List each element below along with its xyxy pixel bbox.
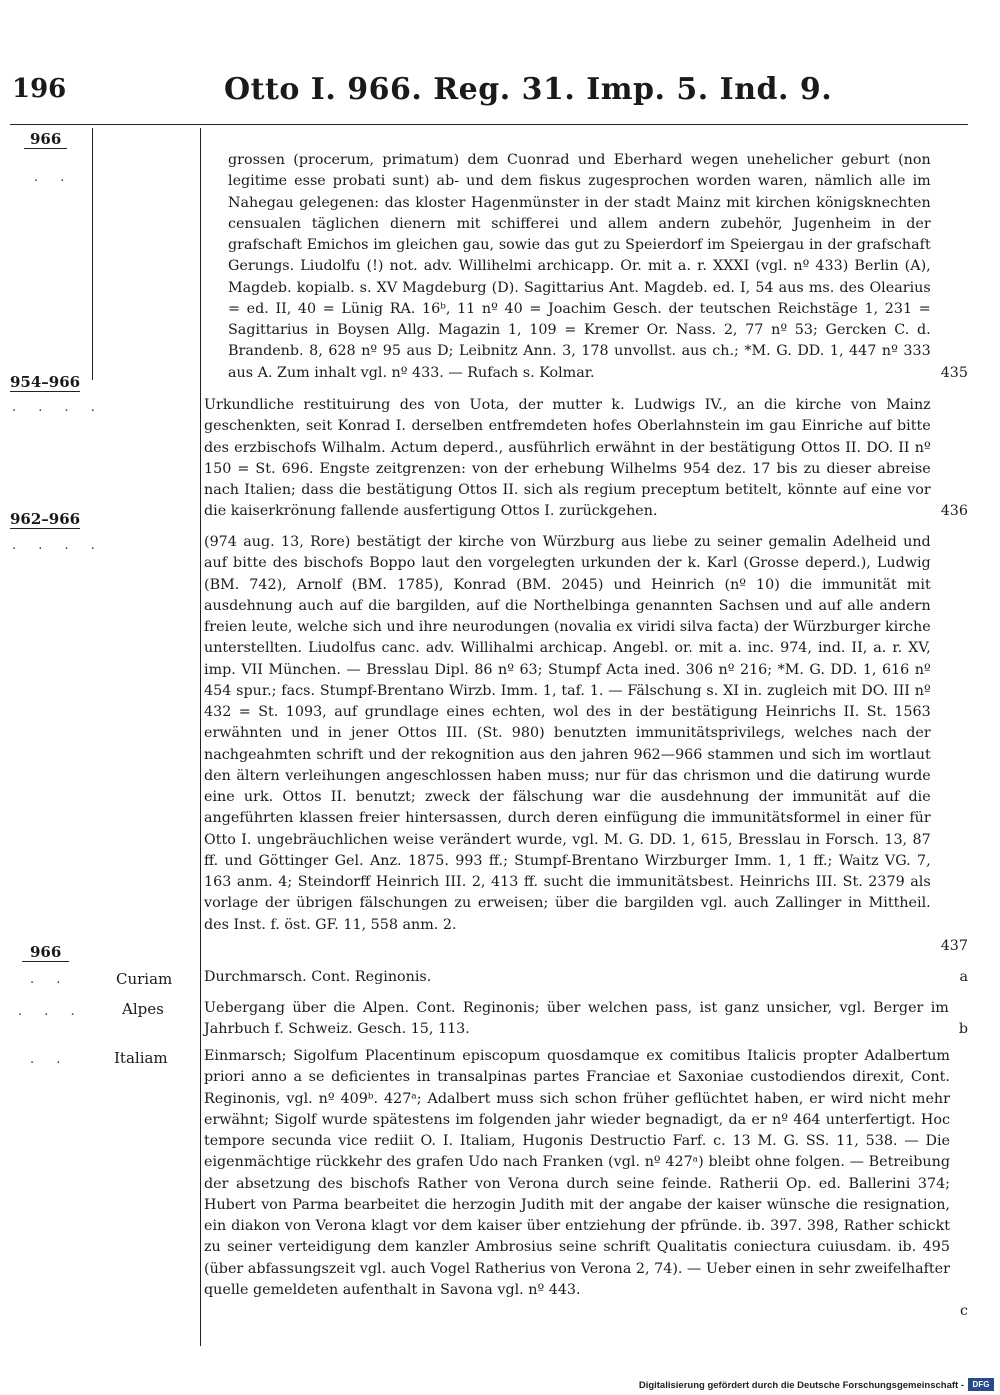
entry-text: (974 aug. 13, Rore) bestätigt der kirche von Würzburg aus liebe zu seiner gemalin Adelheid und auf bitte des bischofs Boppo laut den vorgelegten urkunden der k. Karl (Grosse deperd.), Ludwig (BM. 742), Arnolf (BM. 1785), Konrad (BM. 2045) und Heinrich (nº 10) die immunität mit ausdehnung auch auf die bargilden, auf die Northelbinga genannten Sachsen und auf alle andern freien leute, welche sich und ihre neurodungen (novalia ex viridi silva facta) der Würzburger kirche unterstellten. Liudolfus canc. adv. Willihalmi archicap. Angebl. or. mit a. inc. 974, ind. II, a. r. XV, imp. VII München. — Bresslau Dipl. 86 nº 63; Stumpf Acta ined. 306 nº 216; *M. G. DD. 1, 616 nº 454 spur.; facs. Stumpf-Brentano Wirzb. Imm. 1, taf. 1. — Fälschung s. XI in. zugleich mit DO. III nº 432 = St. 1093, auf grundlage eines echten, wol des in der bestätigung Heinrichs II. St. 1563 erwähnten und in jener Ottos III. (St. 980) benutzten immunitätsprivilegs, welches nach der nachgeahmten schrift und der rekognition aus den jahren 962—966 stammen und sich im wortlaut den ältern verleihungen angeschlossen haben muss; nur für das chrismon und die datirung wurde eine urk. Ottos II. benutzt; zweck der fälschung war die ausdehnung der immunität auf die angeführten klassen freier hintersassen, durch deren einfügung die immunitätsformel in einer für Otto I. ungebräuchlichen weise verändert wurde, vgl. M. G. DD. 1, 615, Bresslau in Forsch. 13, 87 ff. und Göttinger Gel. Anz. 1875. 993 ff.; Stumpf-Brentano Wirzburger Imm. 1, 1 ff.; Waitz VG. 7, 163 anm. 4; Steindorff Heinrich III. 2, 413 ff. sucht die immunitätsbest. Heinrichs III. St. 2379 als vorlage der übrigen fälschungen zu erweisen; über die bargilden vgl. auch Zallinger in Mittheil. des Inst. f. öst. GF. 11, 558 anm. 2. <box>204 534 931 933</box>
regest-entry-436 <box>204 395 968 523</box>
entry-text: Urkundliche restituirung des von Uota, der mutter k. Ludwigs IV., an die kirche von Mainz geschenkten, seit Konrad I. derselben entfremdeten hofes Oberlahnstein im gau Einriche auf bitte des erzbischofs Wilhalm. Actum deperd., ausführlich erwähnt in der bestätigung Ottos II. DO. II nº 150 = St. 696. Engste zeitgrenzen: von der erhebung Wilhelms 954 dez. 17 bis zu dieser abreise nach Italien; dass die bestätigung Ottos II. sich als regium preceptum betitelt, könnte auf eine vor die kaiserkrönung fallende ausfertigung Ottos I. zurückgehen. <box>204 397 931 520</box>
place-alpes: Alpes <box>122 1000 164 1018</box>
regest-entry-435 <box>228 150 968 384</box>
margin-dots: . . . . <box>12 400 104 415</box>
margin-year-range: 954–966 <box>10 373 81 391</box>
entry-number: 435 <box>940 365 968 381</box>
header-rule <box>10 124 968 125</box>
dfg-logo: DFG <box>968 1378 994 1391</box>
entry-number: 436 <box>940 503 968 519</box>
entry-text: Uebergang über die Alpen. Cont. Reginonis; über welchen pass, ist ganz unsicher, vgl. Berger im Jahrbuch f. Schweiz. Gesch. 15, 113. <box>204 1000 949 1038</box>
regest-entry-437 <box>204 532 968 957</box>
page-number: 196 <box>12 74 67 104</box>
margin-year: 966 <box>22 943 69 962</box>
entry-text: grossen (procerum, primatum) dem Cuonrad und Eberhard wegen unehelicher geburt (non legitime esse probati sunt) ab- und dem fiskus zugesprochen worden waren, nämlich alle im Nahegau gelegenen: das kloster Hagenmünster in der stadt Mainz mit kirchen königsknechten censualen täglichen dienern mit schifferei und allem andern zubehör, Jugenheim in der grafschaft Emichos im gleichen gau, sowie das gut zu Speierdorf im Speiergau in der grafschaft Gerungs. Liudolfu (!) not. adv. Willihelmi archicapp. Or. mit a. r. XXXI (vgl. nº 433) Berlin (A), Magdeb. kopialb. s. XV Magdeburg (D). Sagittarius Ant. Magdeb. ed. I, 54 aus ms. des Olearius = ed. II, 40 = Lünig RA. 16ᵇ, 11 nº 40 = Joachim Gesch. der teutschen Reichstäge 1, 231 = Sagittarius in Boysen Allg. Magazin 1, 109 = Kremer Or. Nass. 2, 77 nº 53; Gercken C. d. Brandenb. 8, 628 nº 95 aus D; Leibnitz Ann. 3, 178 unvollst. aus ch.; *M. G. DD. 1, 447 nº 333 aus A. Zum inhalt vgl. nº 433. — Rufach s. Kolmar. <box>228 152 931 381</box>
entry-text: Durchmarsch. Cont. Reginonis. <box>204 969 432 985</box>
place-curiam: Curiam <box>116 970 173 988</box>
entry-number: 437 <box>940 938 968 954</box>
page-header-title: Otto I. 966. Reg. 31. Imp. 5. Ind. 9. <box>224 72 833 107</box>
margin-year: 966 <box>24 130 67 149</box>
regest-entry-c <box>204 1046 968 1322</box>
footer-credit: Digitalisierung gefördert durch die Deutsche Forschungsgemeinschaft - <box>638 1380 964 1391</box>
regest-entry-b <box>204 998 968 1041</box>
margin-dots: . . . <box>18 1004 84 1019</box>
margin-dots: . . <box>34 170 74 185</box>
margin-year-range: 962–966 <box>10 510 81 528</box>
margin-dots: . . . . <box>12 538 104 553</box>
entry-number: b <box>958 1021 968 1037</box>
text-column-line <box>200 128 201 1346</box>
place-italiam: Italiam <box>114 1049 168 1067</box>
entry-number: a <box>959 969 968 985</box>
margin-column-line <box>92 128 93 380</box>
entry-text: Einmarsch; Sigolfum Placentinum episcopum quosdamque ex comitibus Italicis propter Adalbertum priori anno a se deficientes in transalpinas partes Franciae et Saxoniae custodiendos direxit, Cont. Reginonis, vgl. nº 409ᵇ. 427ᵃ; Adalbert muss sich schon früher geflüchtet haben, er wird nicht mehr erwähnt; Sigolf wurde spätestens im folgenden jahr wieder begnadigt, da er nº 464 unterfertigt. Hoc tempore secunda vice rediit O. I. Italiam, Hugonis Destructio Farf. c. 13 M. G. SS. 11, 538. — Die eigenmächtige rückkehr des grafen Udo nach Franken (vgl. nº 427ᵃ) bleibt ohne folgen. — Betreibung der absetzung des bischofs Rather von Verona durch seine feinde. Ratherii Op. ed. Ballerini 374; Hubert von Parma bearbeitet die herzogin Judith mit der angabe der kaiser wünsche die resignation, ein diakon von Verona klagt vor dem kaiser über entziehung der pfründe. ib. 397. 398, Rather schickt zu seiner verteidigung dem kanzler Ambrosius seine schrift Qualitatis coniectura cuiusdam. ib. 495 (über abfassungszeit vgl. auch Vogel Ratherius von Verona 2, 74). — Ueber einen in sehr zweifelhafter quelle gemeldeten aufenthalt in Savona vgl. nº 443. <box>204 1048 950 1298</box>
entry-number: c <box>959 1303 968 1319</box>
margin-dots: . . <box>30 1052 70 1067</box>
margin-dots: . . <box>30 972 70 987</box>
regest-entry-a <box>204 967 968 988</box>
